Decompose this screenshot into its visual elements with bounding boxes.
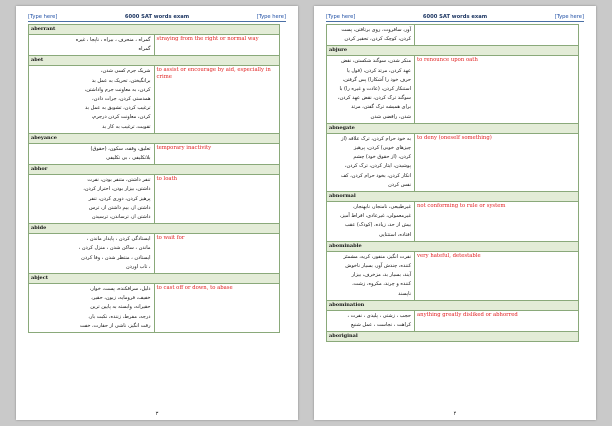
english-definition [415,25,579,46]
definition-row [29,143,280,164]
english-definition: not conforming to rule or system [415,202,579,242]
farsi-line: برانگیختن، تحریک به عمل بد [91,77,151,84]
farsi-line: همدستی کردن، جرات دادن، [91,96,151,103]
farsi-line: ماندن ، ساکن شدن ، منزل کردن ، [78,245,151,252]
definition-row [327,133,579,191]
farsi-line: بلاتکلیفی ، بی تکلیفی [106,155,151,162]
page-header [326,13,584,22]
header-title: 6000 SAT words exam [422,14,488,20]
farsi-line: کننده، چندش آور، بسیار ناخوش [345,263,411,270]
farsi-line: شدن، رافضی شدن [370,113,411,120]
farsi-definition [29,66,155,133]
farsi-line: حرف خود را آشکارا) پس گرفتن، [342,76,411,83]
farsi-definition [327,25,415,46]
page-header [28,13,286,22]
farsi-line: غیرمعمولی، غیرعادی، افراط آمیز، [339,213,411,220]
farsi-line: ترغیب کردن، تشویق به عمل بد [84,105,151,112]
english-definition: to wait for [154,234,280,274]
farsi-line: آیند، بسیار بد، مزخرف، بیزار [351,272,411,279]
english-definition: anything greatly disliked or abhorred [415,310,579,331]
english-definition: very hateful, detestable [415,251,579,300]
farsi-line: درجه، مفرط، زننده، نکبت بار، [88,313,151,320]
farsi-line: برای همیشه ترک گفتن، مرتد [351,104,411,111]
definition-row [327,251,579,300]
headword: abnegate [327,123,579,133]
word-row [327,300,579,310]
farsi-line: داشتن، بیزار بودن، احتراز کردن، [83,186,151,193]
word-row [29,133,280,143]
farsi-line: کننده و چرند، مکروه، زشت، [352,281,411,288]
word-row [327,192,579,202]
farsi-line: چیزهای خوبی) کردن، پرهیز [353,145,411,152]
headword: abhor [29,165,280,175]
farsi-line: حجب ، زشتی ، پلیدی ، نفرت ، [347,312,411,319]
header-left-placeholder[interactable]: [Type here] [28,14,58,20]
definition-row [29,175,280,224]
farsi-line: ایستادن ، منتظر شدن ، وفا کردن [81,254,151,261]
farsi-line: غیرطبیعی، نامنجار، نابهنجار، [352,204,411,211]
word-row [327,241,579,251]
farsi-line: ، تاب اوردن [125,263,151,270]
word-row [327,46,579,56]
farsi-line: انکار کردن، بخود حرام کردن، کف [340,172,411,179]
vocabulary-table [326,24,579,342]
farsi-line: حقیرانه، وابسته به پایین ترین [90,304,151,311]
page-number: ۳ [155,411,159,417]
word-row [29,56,280,66]
definition-row [29,35,280,56]
header-left-placeholder[interactable]: [Type here] [326,14,356,20]
farsi-line: داشتن از، ترساندن، ترسیدن [91,214,151,221]
headword: aberrant [29,25,280,35]
english-definition: to loath [154,175,280,224]
farsi-line: پرهیز کردن، دوری کردن، تنفر [88,195,151,202]
word-row [29,25,280,35]
farsi-line: نفرت انگیز، منفور، کریه، مشمئز [343,253,411,260]
word-row [327,123,579,133]
page-number: ۴ [453,411,457,417]
farsi-line: تقویت، ترغیب به کار بد [102,123,151,130]
headword: aboriginal [327,332,579,342]
farsi-line: شریک جرم کسی شدن، [100,68,151,75]
farsi-line: آور، سافروت، روی برتافتن، پست [341,27,411,33]
definition-row [29,234,280,274]
farsi-definition [29,284,155,333]
farsi-definition [29,175,155,224]
farsi-line: منکر شدن، سوگند شکستن، نقض [341,58,411,65]
headword: abnormal [327,192,579,202]
english-definition: straying from the right or normal way [154,35,280,56]
farsi-definition [327,202,415,242]
farsi-line: به خود حرام کردن، ترک علاقه (از [341,135,411,142]
farsi-line: تعلیق، وقفه، سکون، (حقوق) [90,145,151,152]
farsi-line: داشتن از، بیم داشتن از، ترس [88,204,151,211]
header-right-placeholder[interactable]: [Type here] [256,14,286,20]
farsi-line: خفیف، فرومایه، زبون، حقیر، [91,295,151,302]
farsi-line: ایستادگی کردن ، پایدار ماندن ، [86,236,151,243]
word-row [29,224,280,234]
english-definition: to cast off or down, to abase [154,284,280,333]
farsi-line: پوشیدن، ایثار کردن، ترک کردن، [344,163,411,170]
headword: abject [29,274,280,284]
farsi-definition [327,310,415,331]
definition-row [327,310,579,331]
header-title: 6000 SAT words exam [124,14,190,20]
english-definition: to assist or encourage by aid, especially in crime [154,66,280,133]
definition-row [29,284,280,333]
vocabulary-table [28,24,280,333]
page-left [16,6,298,420]
farsi-line: کردن، (از حقوق خود) چشم [353,154,411,161]
english-definition: to deny (oneself something) [415,133,579,191]
farsi-line: کردن، کوچک کردن، تحقیر کردن [344,36,411,43]
word-row [29,274,280,284]
english-definition: temporary inactivity [154,143,280,164]
farsi-definition [327,56,415,123]
english-definition: to renounce upon oath [415,56,579,123]
headword: abjure [327,46,579,56]
headword: abide [29,224,280,234]
word-row [327,332,579,342]
definition-row [327,56,579,123]
farsi-definition [327,133,415,191]
farsi-line: گمراه ، منحرف ، بیراه ، ناپجا ، غیره [75,37,151,43]
farsi-line: استنکار کردن، (عادت و غیره را) با [339,86,411,93]
farsi-line: کردن، به معاونت جرم واداشتن، [84,86,151,93]
farsi-line: رقت انگیز، ناشی از حقارت، خفت [79,322,151,329]
farsi-line: گمراه [138,46,151,53]
page-right [314,6,596,420]
farsi-line: بیش از حد، زیاده، (کودک) عقب [344,222,411,229]
farsi-definition [327,251,415,300]
farsi-line: تنفر داشتن، متنفر بودن، نفرت [87,177,151,184]
definition-row [327,25,579,46]
headword: abominable [327,241,579,251]
farsi-line: کردن، معاونت کردن درجرم، [91,114,151,121]
headword: abomination [327,300,579,310]
farsi-definition [29,35,155,56]
header-right-placeholder[interactable]: [Type here] [554,14,584,20]
farsi-line: افتاده، استثنایی [378,231,411,238]
farsi-definition [29,234,155,274]
word-row [29,165,280,175]
farsi-line: نفس کردن [388,181,411,188]
farsi-line: کراهت ، نجاست ، عمل شنیع [350,322,411,329]
farsi-line: ذلیل، سرافکنده، پست، خوار، [89,286,151,293]
farsi-line: سوگند ترک کردن، نقض عهد کردن، [337,95,411,102]
definition-row [29,66,280,133]
headword: abeyance [29,133,280,143]
farsi-line: ناپسند [398,290,411,297]
farsi-definition [29,143,155,164]
definition-row [327,202,579,242]
headword: abet [29,56,280,66]
farsi-line: عهد کردن، مرتد کردن، (قول یا [346,67,411,74]
